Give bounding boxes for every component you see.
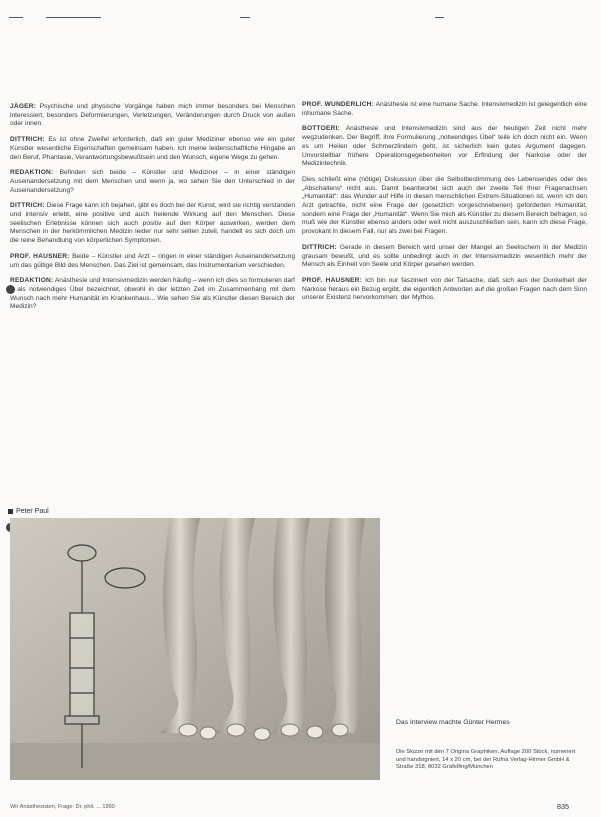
- paragraph-text: Anästhesie und Intensivmedizin sind aus der heutigen Zeit nicht mehr wegzudenken. Der Begriff, ihre Formulierung „notwendiges Übel“ teile ich doch nicht ein. Wenn es um Heilen oder Schmerzlindern geht, ist sicherlich kein gutes Argument dagegen. Unvorstellbar frühere Operationsgegebenheiten vor Erfindung der Narkose oder der Medizintechnik.: [302, 125, 588, 168]
- speaker-name: JÄGER:: [10, 103, 37, 110]
- relief-photo: [10, 518, 380, 780]
- paragraph-text: Dies schließt eine (nötige) Diskussion über die Selbstbestimmung des Lebensendes oder des „Abschaltens“ nicht aus. Damit beantwortet sich auch der zweite Teil Ihrer Fragenachsen „Humanität“: das Wunder auf Hilfe in diesen menschlichen Extrem-Situationen ist, wenn ich den Arzt getrachte, nicht eine Frage der (gesetzlich vorgeschriebenen) geforderten Humanität, sondern eine Frage der „Humanität“. Wenn Sie mich als Künstler zu diesem Bereich befragen, so muß wie der Künstler ebenso anders oder weit nicht auszuschließen sein, kann ich diese Frage, provokant in diesem Fall, nur als zwei bei Fragen.: [302, 175, 587, 236]
- interview-paragraph: [10, 253, 295, 270]
- paragraph-text: Anästhesie ist eine humane Sache. Intensivmedizin ist gelegentlich eine inhumane Sache.: [302, 101, 587, 117]
- interview-paragraph: [10, 202, 295, 246]
- paragraph-text: Ich bin nur fasziniert von der Tatsache, daß sich aus der Dunkelheit der Narkose heraus ein Bezug ergibt, die eigentlich Antworten auf die großen Fragen nach dem Sinn unserer Existenz hervorkommen: der Mythos.: [302, 276, 587, 302]
- header-rule-2: [46, 17, 101, 18]
- speaker-name: REDAKTION:: [10, 277, 54, 285]
- speaker-name: PROF. HAUSNER:: [302, 276, 363, 284]
- paragraph-text: Diese Frage kann ich bejahen, gibt es doch bei der Kunst, wird sie richtig verstanden und intensiv erlebt, eine positive und auch heilende Wirkung auf den Menschen. Diese seelischen Erlebnisse können sich auch positiv auf den Körper auswirken, werden dem Menschen in der herkömmlichen Medizin leider nur sehr selten zuteil, handelt es sich doch um die reine Behandlung von körperlichen Symptomen.: [10, 202, 295, 245]
- interview-paragraph: [302, 277, 587, 303]
- interview-paragraph: [10, 169, 295, 195]
- interview-paragraph: [302, 176, 587, 237]
- left-text-column: [10, 103, 295, 319]
- speaker-name: PROF. HAUSNER:: [10, 252, 70, 260]
- speaker-name: DITTRICH:: [10, 202, 45, 210]
- photo-credit-text: Peter Paul: [16, 508, 49, 515]
- interview-paragraph: [302, 244, 587, 270]
- relief-image: [10, 518, 380, 780]
- interview-credit: Das Interview machte Günter Hermes: [396, 719, 510, 726]
- paragraph-text: Psychische und physische Vorgänge haben mich immer besonders bei Menschen interessiert, besonders Deformierungen, Verletzungen, Veränderungen durch Druck von außen oder innen.: [10, 103, 295, 128]
- interview-paragraph: [10, 277, 295, 312]
- right-text-column: [302, 101, 587, 310]
- paragraph-text: Beide – Künstler und Arzt – ringen in einer ständigen Auseinandersetzung um das gültige Bild des Menschen. Das Ziel ist gemeinsam, das Instrumentarium verschieden.: [10, 252, 295, 269]
- header-rule-4: [435, 17, 444, 18]
- credit-marker-icon: [8, 509, 13, 514]
- interview-paragraph: [302, 101, 587, 118]
- speaker-name: PROF. WUNDERLICH:: [302, 101, 375, 108]
- interview-paragraph: [10, 136, 295, 162]
- paragraph-text: Gerade in diesem Bereich wird unser der Mangel an Seelischem in der Medizin grausam bewußt, und es sollte unbedingt auch in der Intensivmedizin wesentlich mehr der Mensch als Einheit von Seele und Körper gesehen werden.: [302, 243, 587, 269]
- header-rule-1: [9, 17, 23, 18]
- interview-paragraph: [10, 103, 295, 129]
- page-number: 835: [557, 802, 569, 811]
- speaker-name: DITTRICH:: [10, 136, 45, 144]
- speaker-name: BOTTOERI:: [302, 125, 340, 133]
- interview-paragraph: [302, 125, 587, 169]
- paragraph-text: Anästhesie und Intensivmedizin werden häufig – wenn ich dies so formulieren darf – als notwendiges Übel bezeichnet, obwohl in der letzten Zeit im Zusammenhang mit dem Wunsch nach mehr Humanität im Krankenhaus... Wie sehen Sie als Künstler diesen Bereich der Medizin?: [10, 277, 296, 311]
- paragraph-text: Es ist ohne Zweifel erforderlich, daß ein guter Mediziner ebenso wie ein guter Künstler wesentliche Eigenschaften gemeinsam haben. Ich meine leidenschaftliche Hingabe an den Beruf, Phantasie, Verantwortungsbewußtsein und den Wunsch, eigene Wege zu gehen.: [10, 136, 295, 161]
- speaker-name: DITTRICH:: [302, 243, 337, 251]
- footer-source: Wir Anästhesisten, Frage: Dr. phil. ... 1990: [10, 804, 115, 810]
- header-rule-3: [240, 17, 250, 18]
- paragraph-text: Befinden sich beide – Künstler und Mediziner – in einer ständigen Auseinandersetzung mit dem Menschen und wenn ja, wo sehen Sie den Unterschied in der Auseinandersetzung?: [10, 169, 295, 194]
- photo-credit: [8, 508, 49, 515]
- book-note: Die Skizze mit den 7 Origina Graphiken, Auflage 200 Stück, numeriert und handsigniert, 14 x 20 cm, bei der Rufna Verlag-Hirmer GmbH & Straße 318, 8032 Gräfelfing/München: [396, 749, 576, 771]
- speaker-name: REDAKTION:: [10, 169, 54, 177]
